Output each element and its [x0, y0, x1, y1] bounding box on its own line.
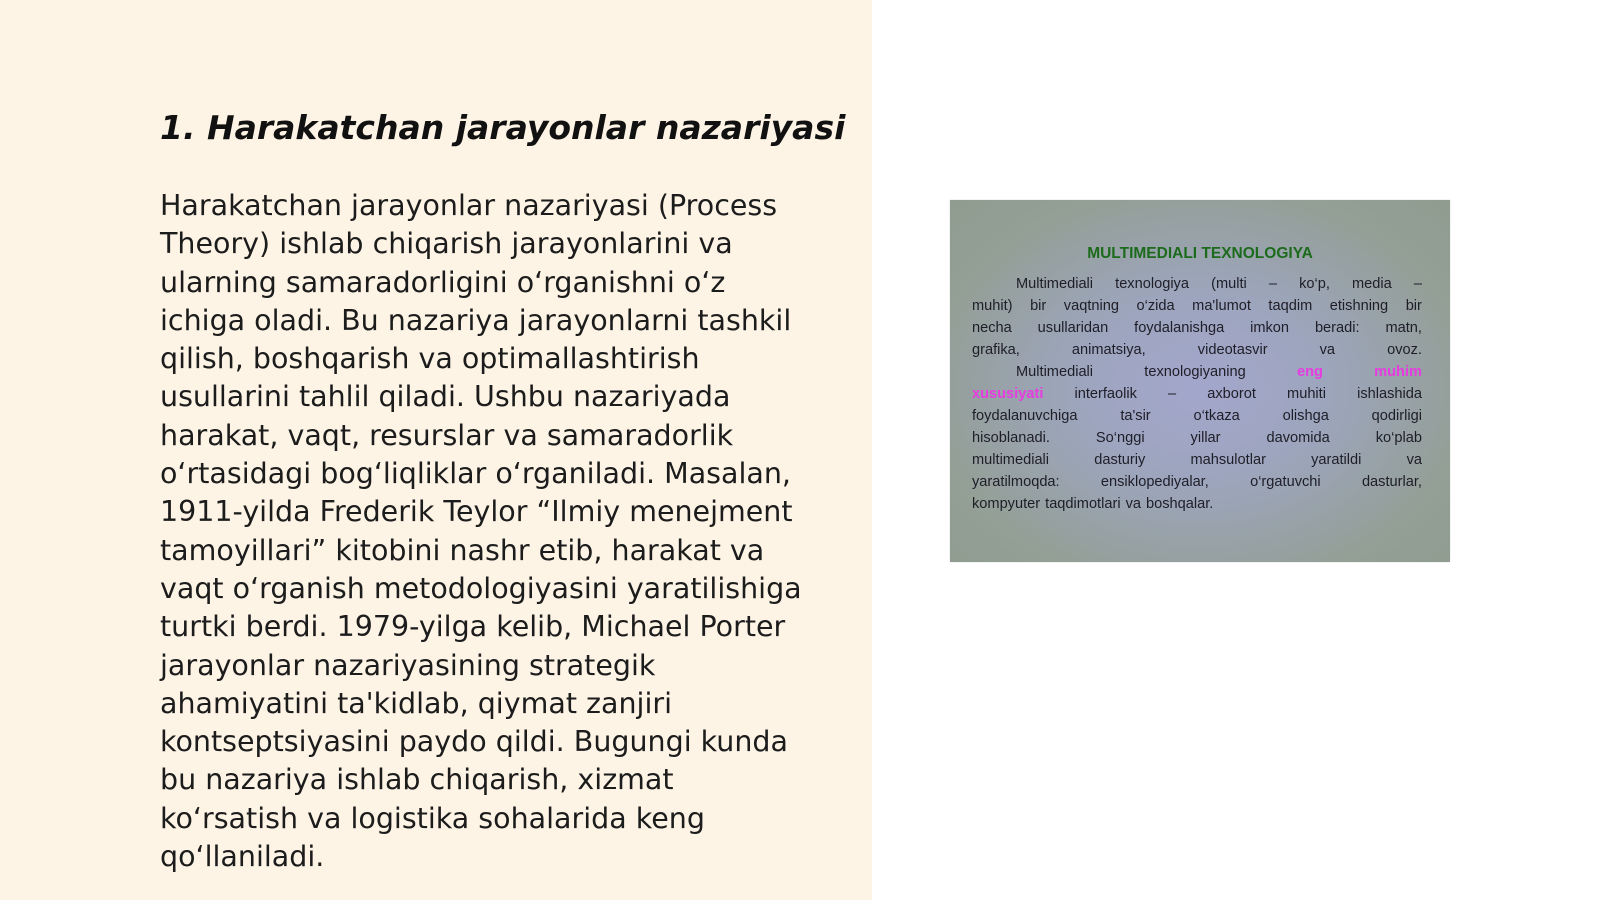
figure-word: ko‘p, [1299, 276, 1330, 292]
figure-word: yaratilmoqda: [972, 474, 1060, 490]
figure-word: muhit) [972, 298, 1013, 314]
body-text-line: harakat, vaqt, resurslar va samaradorlik [160, 418, 734, 452]
figure-text-line [972, 273, 1422, 295]
figure-paragraph [972, 273, 1422, 515]
body-text-line: qilish, boshqarish va optimallashtirish [160, 342, 700, 376]
figure-text-line [972, 339, 1422, 361]
figure-word: o‘zida [1136, 298, 1175, 314]
figure-text-line [972, 449, 1422, 471]
figure-word: Multimediali [1016, 276, 1094, 292]
figure-word: ensiklopediyalar, [1100, 474, 1209, 490]
figure-word: va [1125, 496, 1141, 512]
figure-text-line [972, 383, 1422, 405]
figure-word: vaqtning [1063, 298, 1119, 314]
figure-word: yaratildi [1311, 452, 1362, 468]
figure-word: beradi: [1314, 320, 1360, 336]
figure-word: kompyuter [972, 496, 1041, 512]
figure-word: foydalanuvchiga [972, 408, 1078, 424]
figure-word: usullaridan [1037, 320, 1109, 336]
figure-word: ko‘plab [1375, 430, 1422, 446]
body-text-line: bu nazariya ishlab chiqarish, xizmat [160, 763, 674, 797]
figure-word: media [1352, 276, 1392, 292]
figure-word: dasturlar, [1361, 474, 1422, 490]
figure-word: ovoz. [1387, 342, 1422, 358]
figure-word: necha [972, 320, 1012, 336]
figure-word: hisoblanadi. [972, 430, 1050, 446]
body-text-line: kontseptsiyasini paydo qildi. Bugungi kunda [160, 725, 788, 759]
figure-word: grafika, [972, 342, 1020, 358]
body-text-line: tamoyillari” kitobini nashr etib, harakat va [160, 533, 765, 567]
body-text-line: ko‘rsatish va logistika sohalarida keng [160, 801, 705, 835]
figure-word: bir [1030, 298, 1047, 314]
figure-word: texnologiyaning [1144, 364, 1246, 380]
figure-word: Multimediali [1016, 364, 1094, 380]
body-text-line: qo‘llaniladi. [160, 840, 325, 874]
figure-word: o‘rgatuvchi [1250, 474, 1321, 490]
figure-title: MULTIMEDIALI TEXNOLOGIYA [1087, 245, 1313, 262]
body-text-line: usullarini tahlil qiladi. Ushbu nazariyada [160, 380, 731, 414]
figure-text-line [972, 427, 1422, 449]
figure-word: multimediali [972, 452, 1050, 468]
figure-word: ta'sir [1120, 408, 1151, 424]
body-text-line: vaqt o‘rganish metodologiyasini yaratilishiga [160, 571, 802, 605]
figure-text-line [972, 405, 1422, 427]
figure-word: eng [1296, 364, 1323, 380]
figure-word: boshqalar. [1146, 496, 1214, 512]
figure-word: davomida [1266, 430, 1330, 446]
figure-text-line [972, 361, 1422, 383]
figure-word: – [1268, 276, 1277, 292]
figure-word: ma'lumot [1192, 298, 1251, 314]
figure-word: – [1413, 276, 1422, 292]
figure-word: – [1168, 386, 1177, 402]
figure-word: o‘tkaza [1193, 408, 1240, 424]
figure-word: qodirligi [1371, 408, 1422, 424]
figure-word: mahsulotlar [1190, 452, 1266, 468]
figure-word: etishning [1329, 298, 1389, 314]
figure-word: olishga [1282, 408, 1329, 424]
slide-title: 1. Harakatchan jarayonlar nazariyasi [160, 108, 846, 147]
figure-word: ishlashida [1357, 386, 1422, 402]
figure-word: videotasvir [1197, 342, 1268, 358]
figure-word: xususiyati [972, 386, 1044, 402]
figure-word: matn, [1385, 320, 1422, 336]
figure-word: muhim [1374, 364, 1422, 380]
figure-word: taqdim [1268, 298, 1313, 314]
figure-word: axborot [1207, 386, 1256, 402]
body-text-line: turtki berdi. 1979-yilga kelib, Michael Porter [160, 610, 786, 644]
body-text-line: ichiga oladi. Bu nazariya jarayonlarni tashkil [160, 303, 792, 337]
figure-word: dasturiy [1094, 452, 1146, 468]
body-text-line: 1911-yilda Frederik Teylor “Ilmiy menejment [160, 495, 793, 529]
body-text-line: Theory) ishlab chiqarish jarayonlarini va [160, 227, 733, 261]
figure-text-line [972, 493, 1422, 515]
figure-word: va [1406, 452, 1422, 468]
body-text-line: Harakatchan jarayonlar nazariyasi (Process [160, 189, 778, 222]
figure-word: taqdimotlari [1045, 496, 1121, 512]
multimedia-text-image [950, 200, 1450, 562]
figure-text-line [972, 295, 1422, 317]
figure-word: foydalanishga [1134, 320, 1225, 336]
figure-word: (multi [1211, 276, 1247, 292]
figure-text-line [972, 317, 1422, 339]
body-text-line: o‘rtasidagi bog‘liqliklar o‘rganiladi. Masalan, [160, 457, 791, 491]
figure-word: va [1319, 342, 1336, 358]
body-text-line: ularning samaradorligini o‘rganishni o‘z [160, 265, 726, 299]
figure-word: muhiti [1287, 386, 1326, 402]
body-text-line: jarayonlar nazariyasining strategik [160, 648, 656, 682]
figure-word: texnologiya [1115, 276, 1189, 292]
figure-word: bir [1405, 298, 1422, 314]
body-text-line: ahamiyatini ta'kidlab, qiymat zanjiri [160, 686, 673, 720]
figure-word: yillar [1190, 430, 1221, 446]
figure-word: So‘nggi [1095, 430, 1145, 446]
figure-word: imkon [1250, 320, 1290, 336]
slide-body-text [160, 187, 840, 876]
figure-word: interfaolik [1074, 386, 1137, 402]
figure-text-line [972, 471, 1422, 493]
figure-word: animatsiya, [1071, 342, 1146, 358]
